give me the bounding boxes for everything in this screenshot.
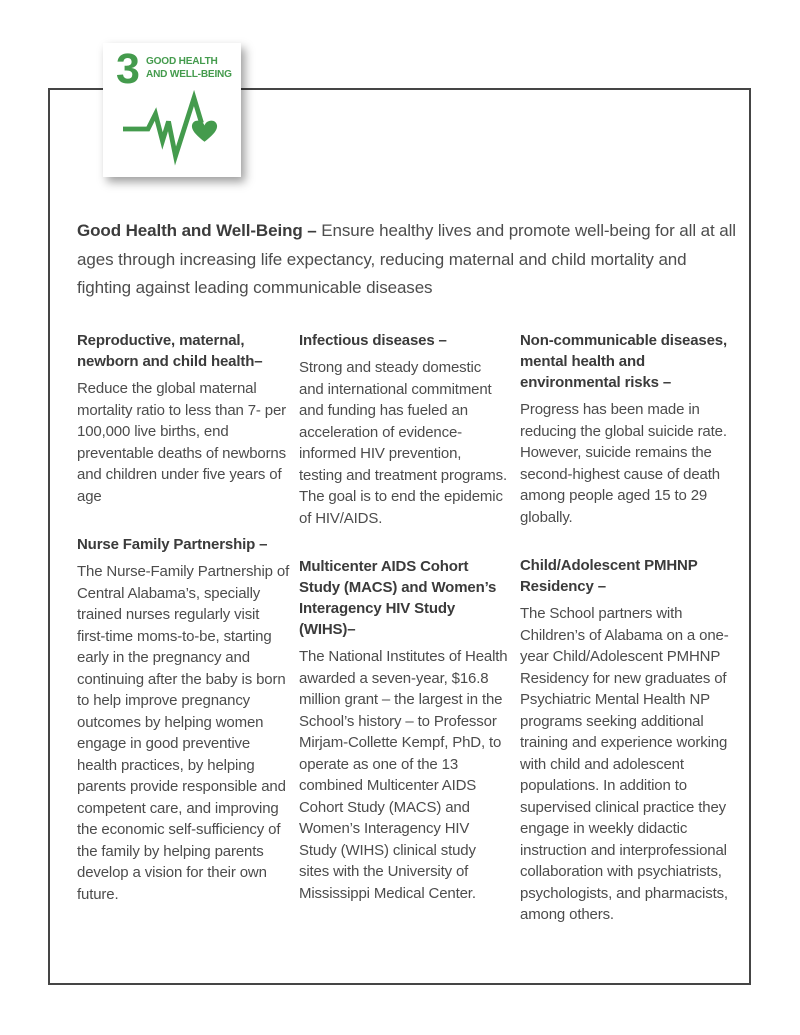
column-1 (77, 330, 291, 905)
heartbeat-heart-icon (103, 43, 241, 177)
section-heading: Nurse Family Partnership – (77, 536, 268, 553)
intro-description: Ensure healthy lives and promote well-being for all at all ages through increasing life expectancy, reducing maternal and child mortality and fighting against leading communicable diseases (77, 221, 736, 297)
section-macs-wihs-study (299, 556, 508, 904)
section-noncommunicable-diseases (520, 330, 733, 528)
section-infectious-diseases (299, 330, 508, 529)
sdg-goal-label-line1: GOOD HEALTH (145, 55, 218, 67)
sdg-goal-label-line2: AND WELL-BEING (145, 68, 232, 80)
intro-paragraph (77, 217, 742, 303)
section-body: Reduce the global maternal mortality ratio to less than 7- per 100,000 live births, end preventable deaths of newborns and children under five years of age (77, 380, 287, 505)
sdg3-badge-card (103, 43, 241, 177)
section-body: The Nurse-Family Partnership of Central Alabama’s, specially trained nurses regularly visit first-time moms-to-be, starting early in the pregnancy and continuing after the baby is born to help improve pregnancy outcomes by helping women engage in good preventive health practices, by helping parents provide responsible and competent care, and improving the economic self-sufficiency of the family by helping parents develop a vision for their own future. (77, 563, 290, 903)
section-body: The School partners with Children’s of Alabama on a one-year Child/Adolescent PMHNP Residency for new graduates of Psychiatric Mental Health NP programs seeking additional training and experience working with child and adolescent populations. In addition to supervised clinical practice they engage in weekly didactic instruction and interprofessional collaboration with psychiatrists, psychologists, and pharmacists, among others. (520, 605, 729, 923)
section-heading: Reproductive, maternal, newborn and child health– (77, 332, 263, 370)
intro-title: Good Health and Well-Being – (77, 221, 317, 240)
section-heading: Child/Adolescent PMHNP Residency – (520, 557, 698, 595)
section-reproductive-health (77, 330, 291, 507)
sdg-goal-number: 3 (116, 45, 139, 93)
column-3 (520, 330, 733, 926)
section-body: Progress has been made in reducing the global suicide rate. However, suicide remains the second-highest cause of death among people aged 15 to 29 globally. (520, 401, 727, 526)
section-heading: Non-communicable diseases, mental health and environmental risks – (520, 332, 728, 391)
section-pmhnp-residency (520, 555, 733, 926)
column-2 (299, 330, 508, 904)
section-nurse-family-partnership (77, 534, 291, 905)
section-body: The National Institutes of Health awarded a seven-year, $16.8 million grant – the largest in the School’s history – to Professor Mirjam-Collette Kempf, PhD, to operate as one of the 13 combined Multicenter AIDS Cohort Study (MACS) and Women’s Interagency HIV Study (WIHS) clinical study sites with the University of Mississippi Medical Center. (299, 648, 508, 902)
section-heading: Multicenter AIDS Cohort Study (MACS) and Women’s Interagency HIV Study (WIHS)– (299, 558, 497, 638)
section-body: Strong and steady domestic and international commitment and funding has fueled an acceleration of evidence-informed HIV prevention, testing and treatment programs. The goal is to end the epidemic of HIV/AIDS. (299, 359, 507, 527)
section-heading: Infectious diseases – (299, 332, 447, 349)
